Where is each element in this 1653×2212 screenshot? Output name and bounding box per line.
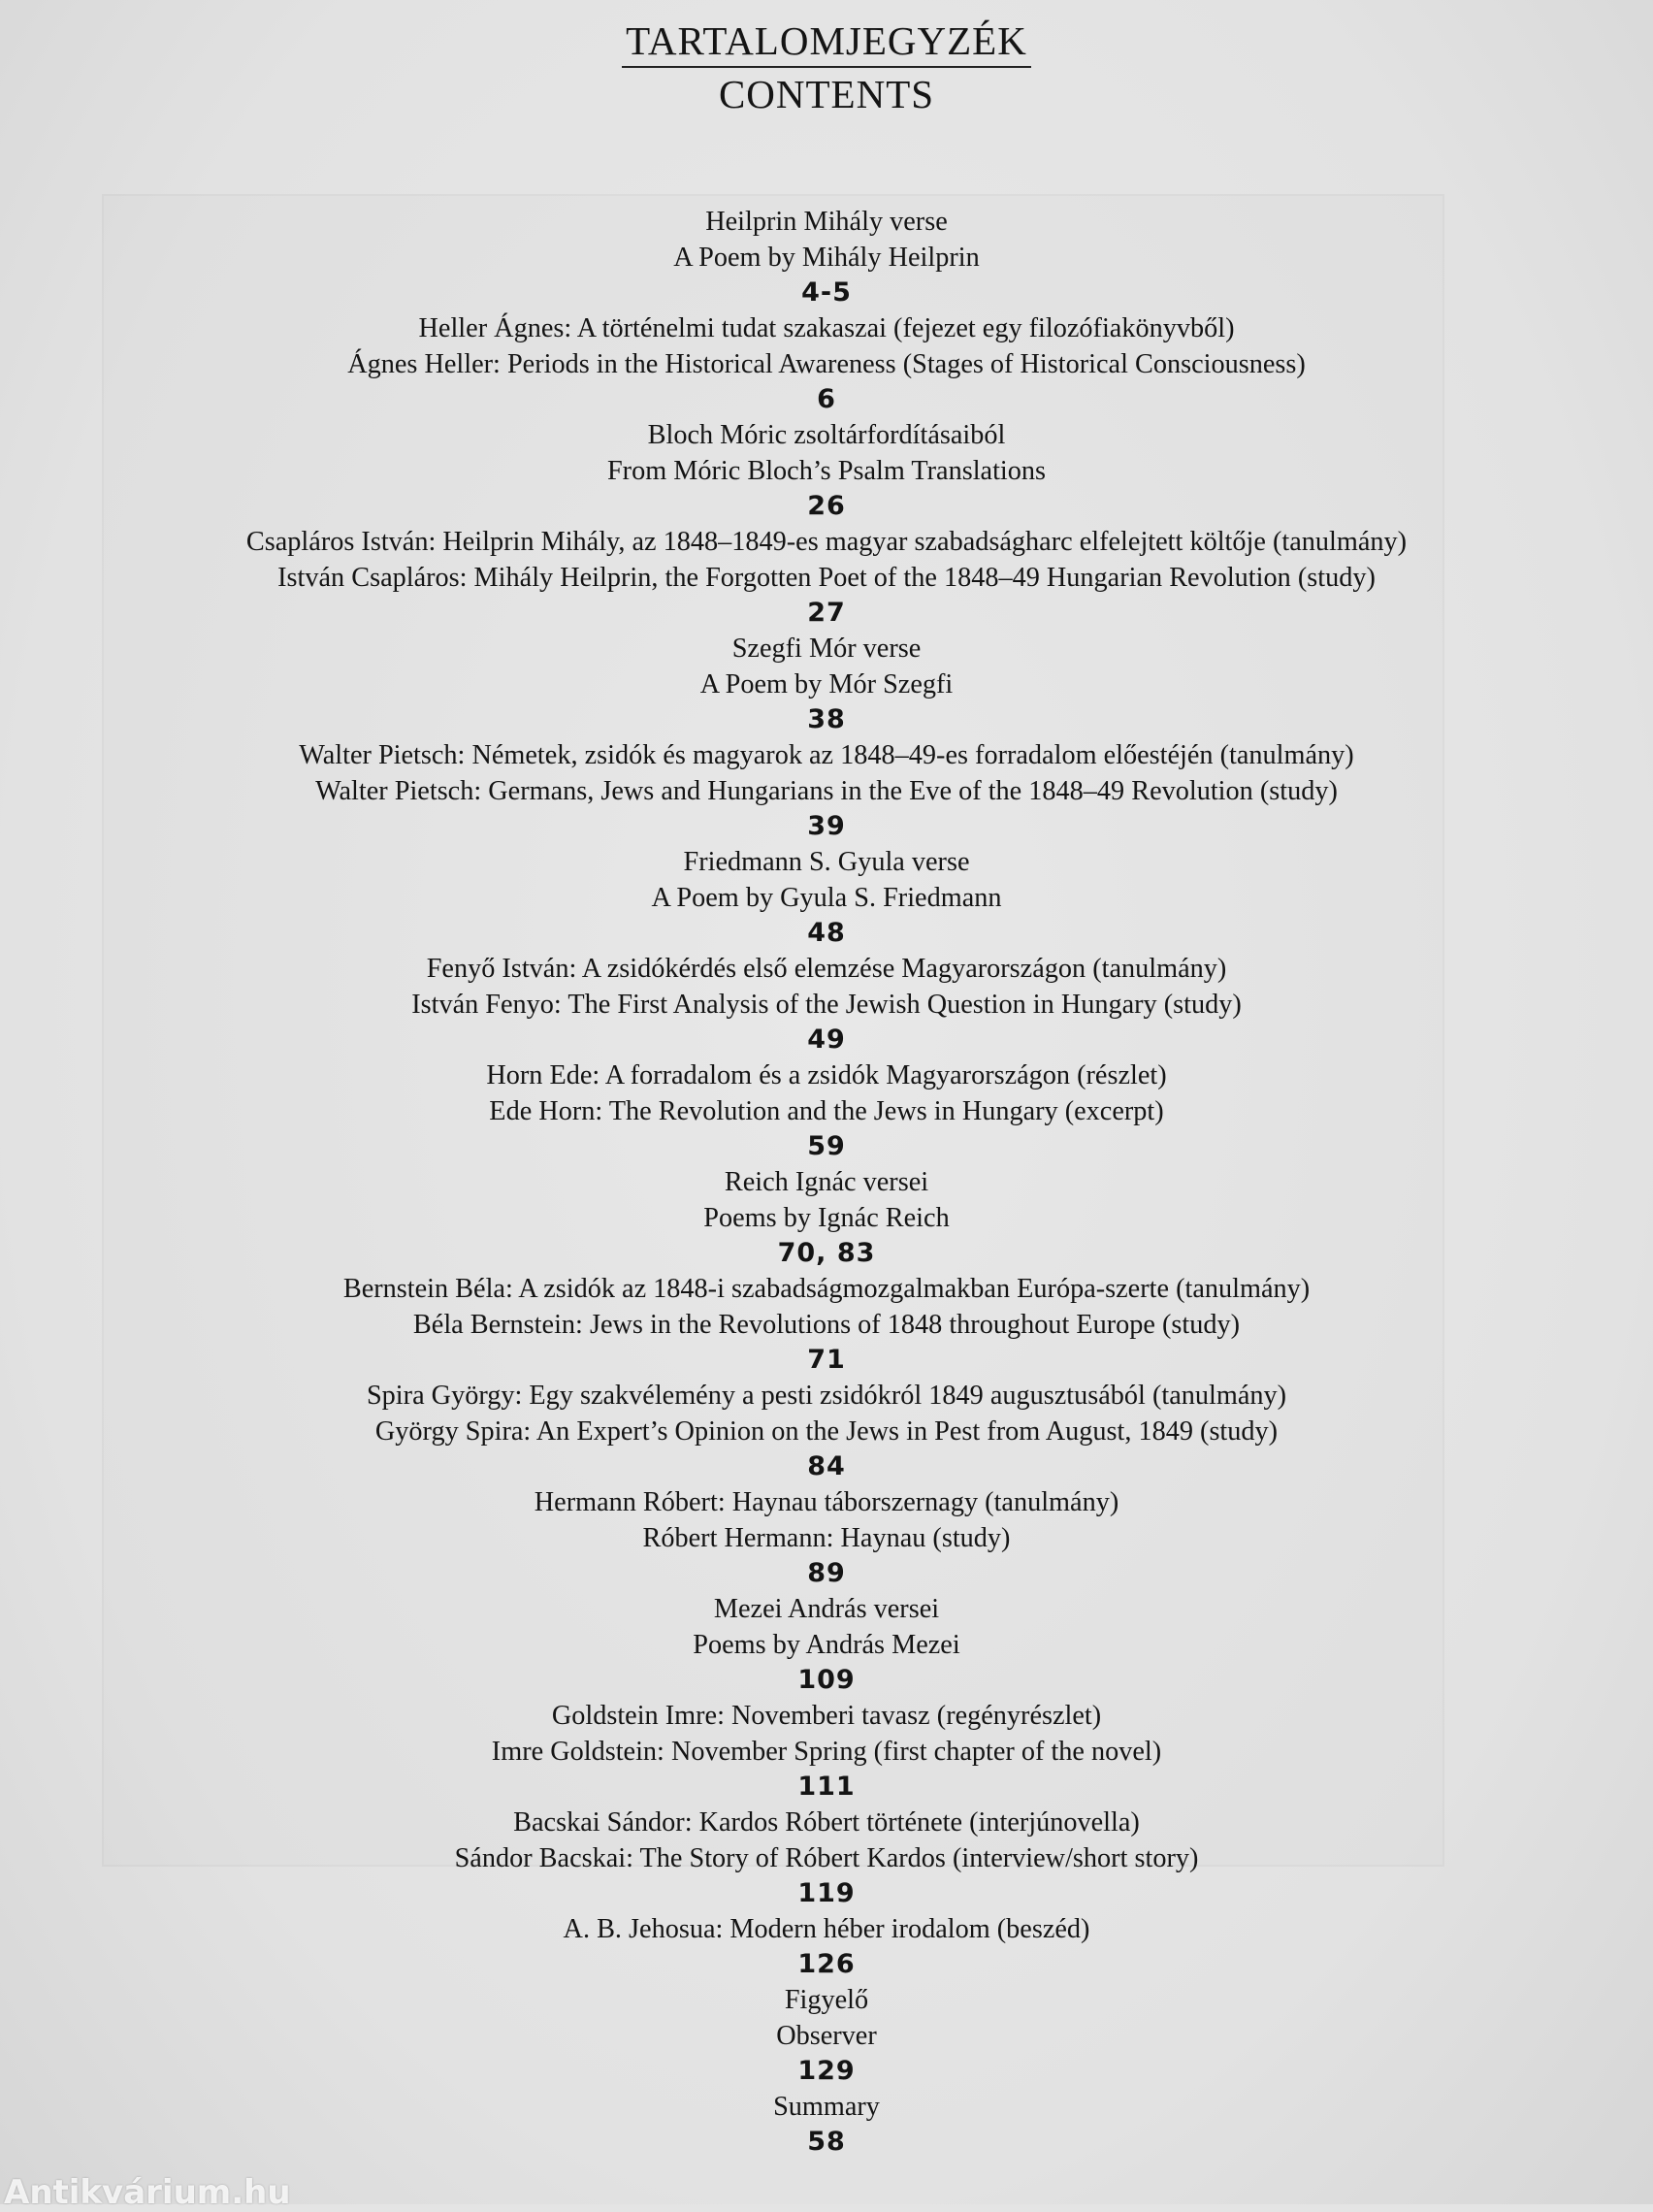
entry-title: Friedmann S. Gyula verse	[683, 846, 970, 877]
entry-page-number: 4-5	[801, 277, 852, 308]
toc-entry	[0, 737, 1653, 844]
entry-title-translation: Poems by András Mezei	[693, 1629, 960, 1660]
entry-title: Mezei András versei	[713, 1593, 940, 1624]
entry-title: Bacskai Sándor: Kardos Róbert története (interjúnovella)	[513, 1806, 1140, 1838]
toc-entry	[0, 1698, 1653, 1805]
toc-entry	[0, 310, 1653, 417]
entry-title: Walter Pietsch: Németek, zsidók és magyarok az 1848–49-es forradalom előestéjén (tanulmány)	[299, 739, 1354, 770]
toc-entry	[0, 204, 1653, 310]
entry-title-translation: From Móric Bloch’s Psalm Translations	[606, 455, 1047, 486]
toc-entry	[0, 1484, 1653, 1591]
entry-title: Fenyő István: A zsidókérdés első elemzése Magyarországon (tanulmány)	[426, 953, 1227, 984]
entry-title: Szegfi Mór verse	[731, 633, 922, 664]
entry-title-translation: Róbert Hermann: Haynau (study)	[642, 1522, 1011, 1553]
entry-title-translation: Walter Pietsch: Germans, Jews and Hungarians in the Eve of the 1848–49 Revolution (study)	[315, 775, 1338, 806]
entry-page-number: 129	[797, 2056, 856, 2086]
entry-title: Heilprin Mihály verse	[705, 206, 948, 237]
toc-entry	[0, 417, 1653, 524]
entry-page-number: 39	[807, 811, 846, 841]
toc-entry	[0, 524, 1653, 631]
entry-page-number: 38	[807, 704, 846, 734]
entry-title-translation: A Poem by Mór Szegfi	[699, 668, 954, 699]
entry-title: Figyelő	[784, 1984, 869, 2015]
entry-title: Bernstein Béla: A zsidók az 1848-i szabadságmozgalmakban Európa-szerte (tanulmány)	[342, 1273, 1311, 1304]
table-of-contents	[0, 204, 1653, 2160]
toc-entry	[0, 1271, 1653, 1378]
entry-page-number: 26	[807, 491, 846, 521]
entry-title-translation: István Csapláros: Mihály Heilprin, the Forgotten Poet of the 1848–49 Hungarian Revolution (study)	[277, 562, 1376, 593]
entry-page-number: 84	[807, 1451, 846, 1481]
toc-entry	[0, 1164, 1653, 1271]
entry-title: Spira György: Egy szakvélemény a pesti zsidókról 1849 augusztusából (tanulmány)	[366, 1380, 1287, 1411]
entry-page-number: 119	[797, 1878, 856, 1908]
contents-heading	[0, 17, 1653, 118]
entry-page-number: 49	[807, 1025, 846, 1055]
entry-page-number: 126	[797, 1949, 856, 1979]
title-english: CONTENTS	[718, 72, 935, 116]
entry-page-number: 89	[807, 1558, 846, 1588]
title-hungarian: TARTALOMJEGYZÉK	[622, 17, 1031, 68]
entry-title-translation: Sándor Bacskai: The Story of Róbert Kardos (interview/short story)	[454, 1842, 1199, 1873]
entry-title: Goldstein Imre: Novemberi tavasz (regényrészlet)	[551, 1700, 1102, 1731]
entry-page-number: 27	[807, 598, 846, 628]
entry-page-number: 71	[807, 1345, 846, 1375]
entry-title-translation: István Fenyo: The First Analysis of the Jewish Question in Hungary (study)	[411, 989, 1242, 1020]
toc-entry	[0, 1378, 1653, 1484]
entry-page-number: 58	[807, 2127, 846, 2157]
entry-title: Csapláros István: Heilprin Mihály, az 1848–1849-es magyar szabadságharc elfelejtett költője (tanulmány)	[245, 526, 1408, 557]
entry-title-translation: Ede Horn: The Revolution and the Jews in Hungary (excerpt)	[489, 1095, 1164, 1126]
entry-title-translation: Observer	[776, 2020, 877, 2051]
entry-title-translation: Poems by Ignác Reich	[703, 1202, 950, 1233]
entry-title-translation: György Spira: An Expert’s Opinion on the Jews in Pest from August, 1849 (study)	[374, 1415, 1279, 1447]
entry-page-number: 59	[807, 1131, 846, 1161]
entry-title-translation: Béla Bernstein: Jews in the Revolutions of 1848 throughout Europe (study)	[412, 1309, 1241, 1340]
entry-title: Summary	[773, 2091, 880, 2122]
toc-entry	[0, 951, 1653, 1057]
entry-title-translation: Ágnes Heller: Periods in the Historical Awareness (Stages of Historical Consciousness)	[347, 348, 1306, 379]
entry-page-number: 6	[817, 384, 836, 414]
entry-title-translation: A Poem by Gyula S. Friedmann	[651, 882, 1002, 913]
entry-title-translation: A Poem by Mihály Heilprin	[673, 242, 980, 273]
toc-entry	[0, 1057, 1653, 1164]
entry-title: Reich Ignác versei	[724, 1166, 929, 1197]
entry-title-translation: Imre Goldstein: November Spring (first chapter of the novel)	[491, 1736, 1162, 1767]
entry-title: Horn Ede: A forradalom és a zsidók Magyarországon (részlet)	[486, 1059, 1167, 1090]
toc-entry	[0, 2089, 1653, 2160]
toc-entry	[0, 1805, 1653, 1911]
entry-title: Bloch Móric zsoltárfordításaiból	[647, 419, 1006, 450]
entry-page-number: 111	[797, 1772, 856, 1802]
toc-entry	[0, 844, 1653, 951]
entry-title: Hermann Róbert: Haynau táborszernagy (tanulmány)	[534, 1486, 1119, 1517]
toc-entry	[0, 631, 1653, 737]
entry-title: A. B. Jehosua: Modern héber irodalom (beszéd)	[563, 1913, 1090, 1944]
entry-page-number: 70, 83	[777, 1238, 876, 1268]
entry-page-number: 109	[797, 1665, 856, 1695]
toc-entry	[0, 1911, 1653, 1982]
entry-page-number: 48	[807, 918, 846, 948]
entry-title: Heller Ágnes: A történelmi tudat szakaszai (fejezet egy filozófiakönyvből)	[418, 312, 1235, 343]
toc-entry	[0, 1591, 1653, 1698]
watermark-logo: Antikvárium.hu	[4, 2173, 291, 2212]
toc-entry	[0, 1982, 1653, 2089]
